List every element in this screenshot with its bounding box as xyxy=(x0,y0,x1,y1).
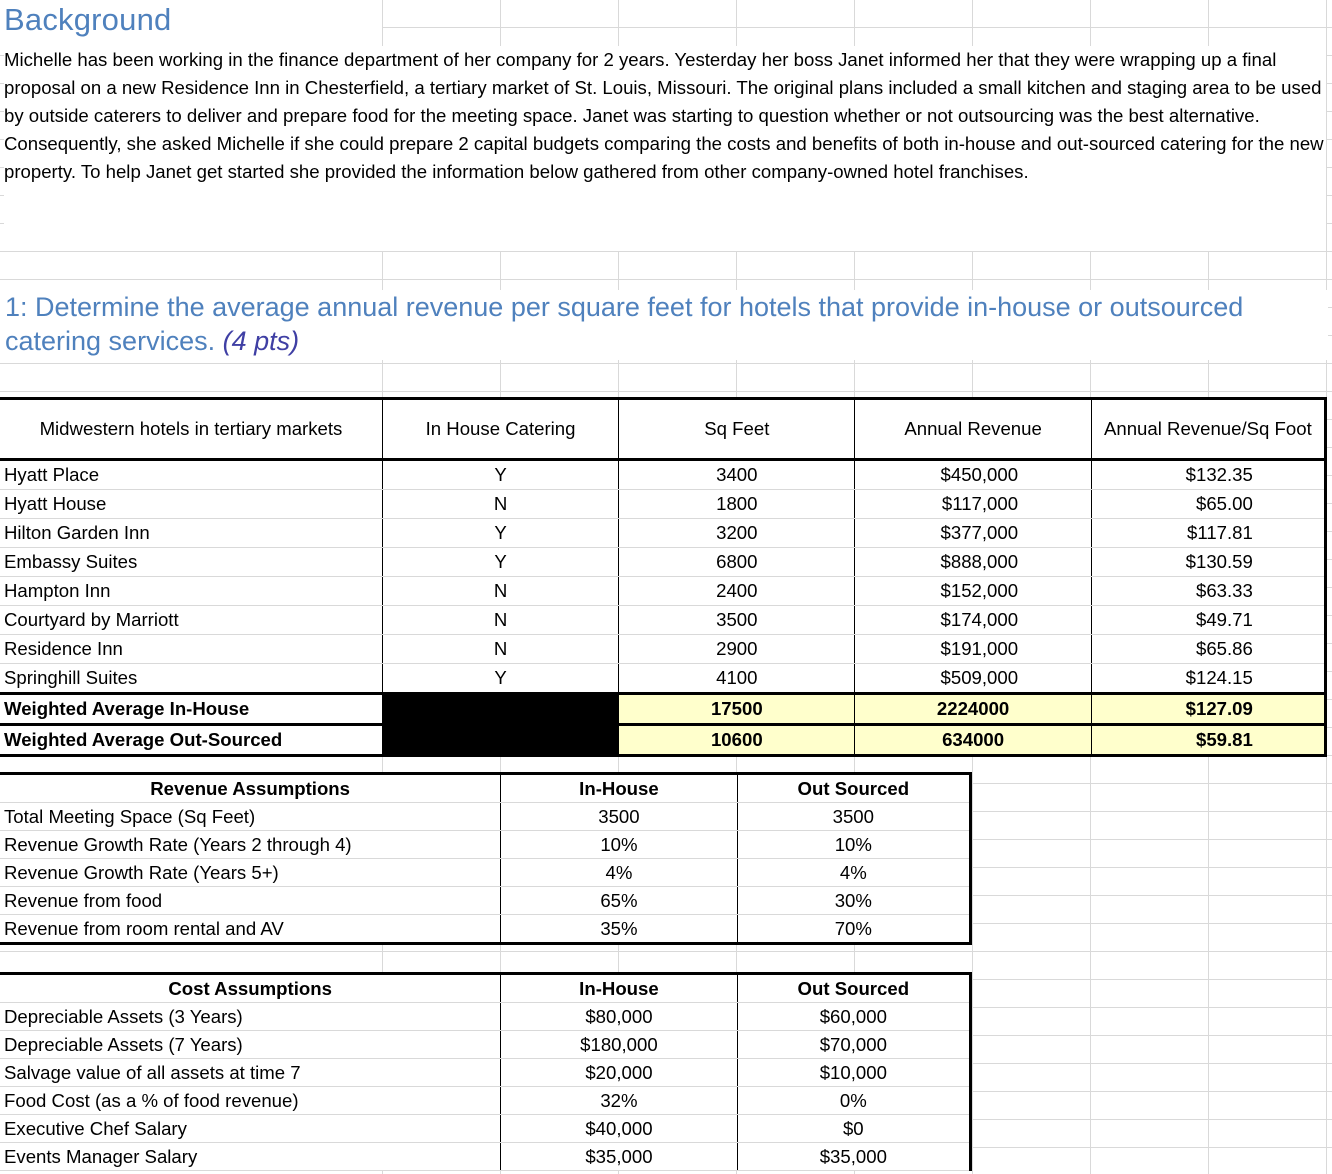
header-revenue-per-sqft[interactable]: Annual Revenue/Sq Foot xyxy=(1091,399,1325,460)
weighted-out-sourced-revenue[interactable]: 634000 xyxy=(855,725,1091,756)
in-house-cell[interactable]: N xyxy=(382,635,618,664)
weighted-out-sourced-row xyxy=(0,725,1326,756)
revenue-assumptions-header xyxy=(0,774,971,803)
annual-revenue-value: $174,000 xyxy=(940,609,1019,630)
revenue-per-sqft-value: $130.59 xyxy=(1185,551,1253,572)
weighted-out-sourced-rev-per-sqft-value: $59.81 xyxy=(1195,729,1253,750)
assumption-label-cell[interactable]: Revenue from food xyxy=(0,887,501,915)
annual-revenue-cell[interactable] xyxy=(855,577,1091,606)
annual-revenue-cell[interactable] xyxy=(855,664,1091,694)
out-sourced-value-cell[interactable]: 3500 xyxy=(737,803,970,831)
weighted-in-house-rev-per-sqft[interactable] xyxy=(1091,694,1325,725)
table-row xyxy=(0,887,971,915)
assumption-label-cell[interactable]: Revenue Growth Rate (Years 2 through 4) xyxy=(0,831,501,859)
annual-revenue-cell[interactable] xyxy=(855,490,1091,519)
hotel-name-cell[interactable]: Embassy Suites xyxy=(0,548,382,577)
in-house-cell[interactable]: N xyxy=(382,606,618,635)
table-row xyxy=(0,1143,971,1171)
annual-revenue-value: $509,000 xyxy=(940,667,1019,688)
revenue-per-sqft-cell[interactable] xyxy=(1091,577,1325,606)
annual-revenue-cell[interactable] xyxy=(855,460,1091,490)
in-house-cell[interactable]: Y xyxy=(382,548,618,577)
in-house-value-cell[interactable]: $35,000 xyxy=(501,1143,737,1171)
out-sourced-value-cell[interactable]: $10,000 xyxy=(737,1059,970,1087)
revenue-per-sqft-value: $132.35 xyxy=(1185,464,1253,485)
revenue-per-sqft-value: $65.00 xyxy=(1195,493,1253,514)
assumption-label-cell[interactable]: Revenue from room rental and AV xyxy=(0,915,501,944)
cost-assumptions-title[interactable]: Cost Assumptions xyxy=(0,974,501,1003)
table-row xyxy=(0,548,1326,577)
table-row xyxy=(0,490,1326,519)
in-house-value-cell[interactable]: 35% xyxy=(501,915,737,944)
revenue-in-house-header[interactable]: In-House xyxy=(501,774,737,803)
table-row xyxy=(0,1087,971,1115)
assumption-label-cell[interactable]: Food Cost (as a % of food revenue) xyxy=(0,1087,501,1115)
cost-assumptions-table xyxy=(0,972,972,1171)
table-row xyxy=(0,664,1326,694)
sq-feet-cell[interactable]: 3400 xyxy=(619,460,855,490)
assumption-label-cell[interactable]: Total Meeting Space (Sq Feet) xyxy=(0,803,501,831)
weighted-in-house-rev-per-sqft-value: $127.09 xyxy=(1185,698,1253,719)
annual-revenue-cell[interactable] xyxy=(855,519,1091,548)
revenue-per-sqft-value: $63.33 xyxy=(1195,580,1253,601)
table-row xyxy=(0,519,1326,548)
table-row xyxy=(0,577,1326,606)
out-sourced-value-cell[interactable]: 4% xyxy=(737,859,970,887)
revenue-out-sourced-header[interactable]: Out Sourced xyxy=(737,774,970,803)
weighted-out-sourced-label[interactable]: Weighted Average Out-Sourced xyxy=(0,725,382,756)
table-header-row xyxy=(0,399,1326,460)
sq-feet-cell[interactable]: 3500 xyxy=(619,606,855,635)
revenue-per-sqft-cell[interactable] xyxy=(1091,664,1325,694)
header-hotel-name[interactable]: Midwestern hotels in tertiary markets xyxy=(0,399,382,460)
annual-revenue-value: $191,000 xyxy=(940,638,1019,659)
revenue-per-sqft-cell[interactable] xyxy=(1091,606,1325,635)
hotel-revenue-table xyxy=(0,397,1327,757)
in-house-cell[interactable]: Y xyxy=(382,664,618,694)
hotel-name-cell[interactable]: Courtyard by Marriott xyxy=(0,606,382,635)
out-sourced-value-cell[interactable]: $70,000 xyxy=(737,1031,970,1059)
revenue-per-sqft-cell[interactable] xyxy=(1091,490,1325,519)
assumption-label-cell[interactable]: Revenue Growth Rate (Years 5+) xyxy=(0,859,501,887)
revenue-per-sqft-value: $124.15 xyxy=(1185,667,1253,688)
table-row xyxy=(0,606,1326,635)
cost-out-sourced-header[interactable]: Out Sourced xyxy=(737,974,970,1003)
in-house-value-cell[interactable]: $40,000 xyxy=(501,1115,737,1143)
cost-assumptions-header xyxy=(0,974,971,1003)
blacked-out-cell[interactable] xyxy=(382,725,618,756)
revenue-per-sqft-value: $65.86 xyxy=(1195,638,1253,659)
sq-feet-cell[interactable]: 2900 xyxy=(619,635,855,664)
out-sourced-value-cell[interactable]: 0% xyxy=(737,1087,970,1115)
revenue-per-sqft-cell[interactable] xyxy=(1091,635,1325,664)
weighted-out-sourced-rev-per-sqft[interactable] xyxy=(1091,725,1325,756)
table-row xyxy=(0,635,1326,664)
in-house-value-cell[interactable]: 3500 xyxy=(501,803,737,831)
weighted-in-house-sqft[interactable]: 17500 xyxy=(619,694,855,725)
hotel-name-cell[interactable]: Hyatt Place xyxy=(0,460,382,490)
annual-revenue-value: $117,000 xyxy=(941,493,1019,514)
in-house-value-cell[interactable]: 4% xyxy=(501,859,737,887)
out-sourced-value-cell[interactable]: 30% xyxy=(737,887,970,915)
in-house-value-cell[interactable]: 10% xyxy=(501,831,737,859)
in-house-cell[interactable]: N xyxy=(382,577,618,606)
question-1-heading xyxy=(0,290,1328,360)
table-row xyxy=(0,915,971,944)
assumption-label-cell[interactable]: Depreciable Assets (7 Years) xyxy=(0,1031,501,1059)
assumption-label-cell[interactable]: Events Manager Salary xyxy=(0,1143,501,1171)
assumption-label-cell[interactable]: Depreciable Assets (3 Years) xyxy=(0,1003,501,1031)
cost-in-house-header[interactable]: In-House xyxy=(501,974,737,1003)
question-1-points: (4 pts) xyxy=(222,326,300,356)
in-house-value-cell[interactable]: $80,000 xyxy=(501,1003,737,1031)
table-row xyxy=(0,831,971,859)
hotel-name-cell[interactable]: Springhill Suites xyxy=(0,664,382,694)
revenue-assumptions-table xyxy=(0,772,972,945)
weighted-in-house-revenue[interactable]: 2224000 xyxy=(855,694,1091,725)
revenue-per-sqft-value: $49.71 xyxy=(1195,609,1253,630)
in-house-cell[interactable]: Y xyxy=(382,460,618,490)
out-sourced-value-cell[interactable]: $0 xyxy=(737,1115,970,1143)
weighted-out-sourced-sqft[interactable]: 10600 xyxy=(619,725,855,756)
annual-revenue-cell[interactable] xyxy=(855,635,1091,664)
weighted-in-house-row xyxy=(0,694,1326,725)
assumption-label-cell[interactable]: Salvage value of all assets at time 7 xyxy=(0,1059,501,1087)
revenue-per-sqft-value: $117.81 xyxy=(1187,522,1253,543)
background-title: Background xyxy=(4,2,172,37)
weighted-in-house-label[interactable]: Weighted Average In-House xyxy=(0,694,382,725)
table-row xyxy=(0,859,971,887)
hotel-name-cell[interactable]: Hilton Garden Inn xyxy=(0,519,382,548)
table-row xyxy=(0,1059,971,1087)
sq-feet-cell[interactable]: 4100 xyxy=(619,664,855,694)
sq-feet-cell[interactable]: 2400 xyxy=(619,577,855,606)
background-paragraph: Michelle has been working in the finance department of her company for 2 years. Yesterday her boss Janet informed her that they were wrapping up a final proposal on a new Residence Inn in Chesterfield, a tertiary market of St. Louis, Missouri. The original plans included a small kitchen and staging area to be used by outside caterers to deliver and prepare food for the meeting space. Janet was starting to question whether or not outsourcing was the best alternative. Consequently, she asked Michelle if she could prepare 2 capital budgets comparing the costs and benefits of both in-house and out-sourced catering for the new property. To help Janet get started she provided the information below gathered from other company-owned hotel franchises. xyxy=(4,46,1326,251)
annual-revenue-value: $152,000 xyxy=(940,580,1019,601)
hotel-name-cell[interactable]: Hampton Inn xyxy=(0,577,382,606)
header-in-house-catering[interactable]: In House Catering xyxy=(382,399,618,460)
hotel-name-cell[interactable]: Hyatt House xyxy=(0,490,382,519)
in-house-value-cell[interactable]: $180,000 xyxy=(501,1031,737,1059)
revenue-per-sqft-cell[interactable] xyxy=(1091,519,1325,548)
blacked-out-cell[interactable] xyxy=(382,694,618,725)
table-row xyxy=(0,803,971,831)
out-sourced-value-cell[interactable]: $60,000 xyxy=(737,1003,970,1031)
annual-revenue-value: $888,000 xyxy=(940,551,1019,572)
table-row xyxy=(0,1031,971,1059)
in-house-value-cell[interactable]: $20,000 xyxy=(501,1059,737,1087)
sq-feet-cell[interactable]: 1800 xyxy=(619,490,855,519)
sq-feet-cell[interactable]: 6800 xyxy=(619,548,855,577)
table-row xyxy=(0,460,1326,490)
header-annual-revenue[interactable]: Annual Revenue xyxy=(855,399,1091,460)
in-house-value-cell[interactable]: 32% xyxy=(501,1087,737,1115)
annual-revenue-cell[interactable] xyxy=(855,606,1091,635)
in-house-cell[interactable]: N xyxy=(382,490,618,519)
revenue-per-sqft-cell[interactable] xyxy=(1091,548,1325,577)
annual-revenue-cell[interactable] xyxy=(855,548,1091,577)
question-1-text: 1: Determine the average annual revenue per square feet for hotels that provide in-house or outsourced catering services. xyxy=(5,292,1244,356)
out-sourced-value-cell[interactable]: 70% xyxy=(737,915,970,944)
annual-revenue-value: $450,000 xyxy=(940,464,1019,485)
table-row xyxy=(0,1115,971,1143)
revenue-per-sqft-cell[interactable] xyxy=(1091,460,1325,490)
out-sourced-value-cell[interactable]: 10% xyxy=(737,831,970,859)
assumption-label-cell[interactable]: Executive Chef Salary xyxy=(0,1115,501,1143)
sq-feet-cell[interactable]: 3200 xyxy=(619,519,855,548)
hotel-name-cell[interactable]: Residence Inn xyxy=(0,635,382,664)
in-house-cell[interactable]: Y xyxy=(382,519,618,548)
revenue-assumptions-title[interactable]: Revenue Assumptions xyxy=(0,774,501,803)
table-row xyxy=(0,1003,971,1031)
annual-revenue-value: $377,000 xyxy=(940,522,1019,543)
in-house-value-cell[interactable]: 65% xyxy=(501,887,737,915)
out-sourced-value-cell[interactable]: $35,000 xyxy=(737,1143,970,1171)
header-sq-feet[interactable]: Sq Feet xyxy=(619,399,855,460)
